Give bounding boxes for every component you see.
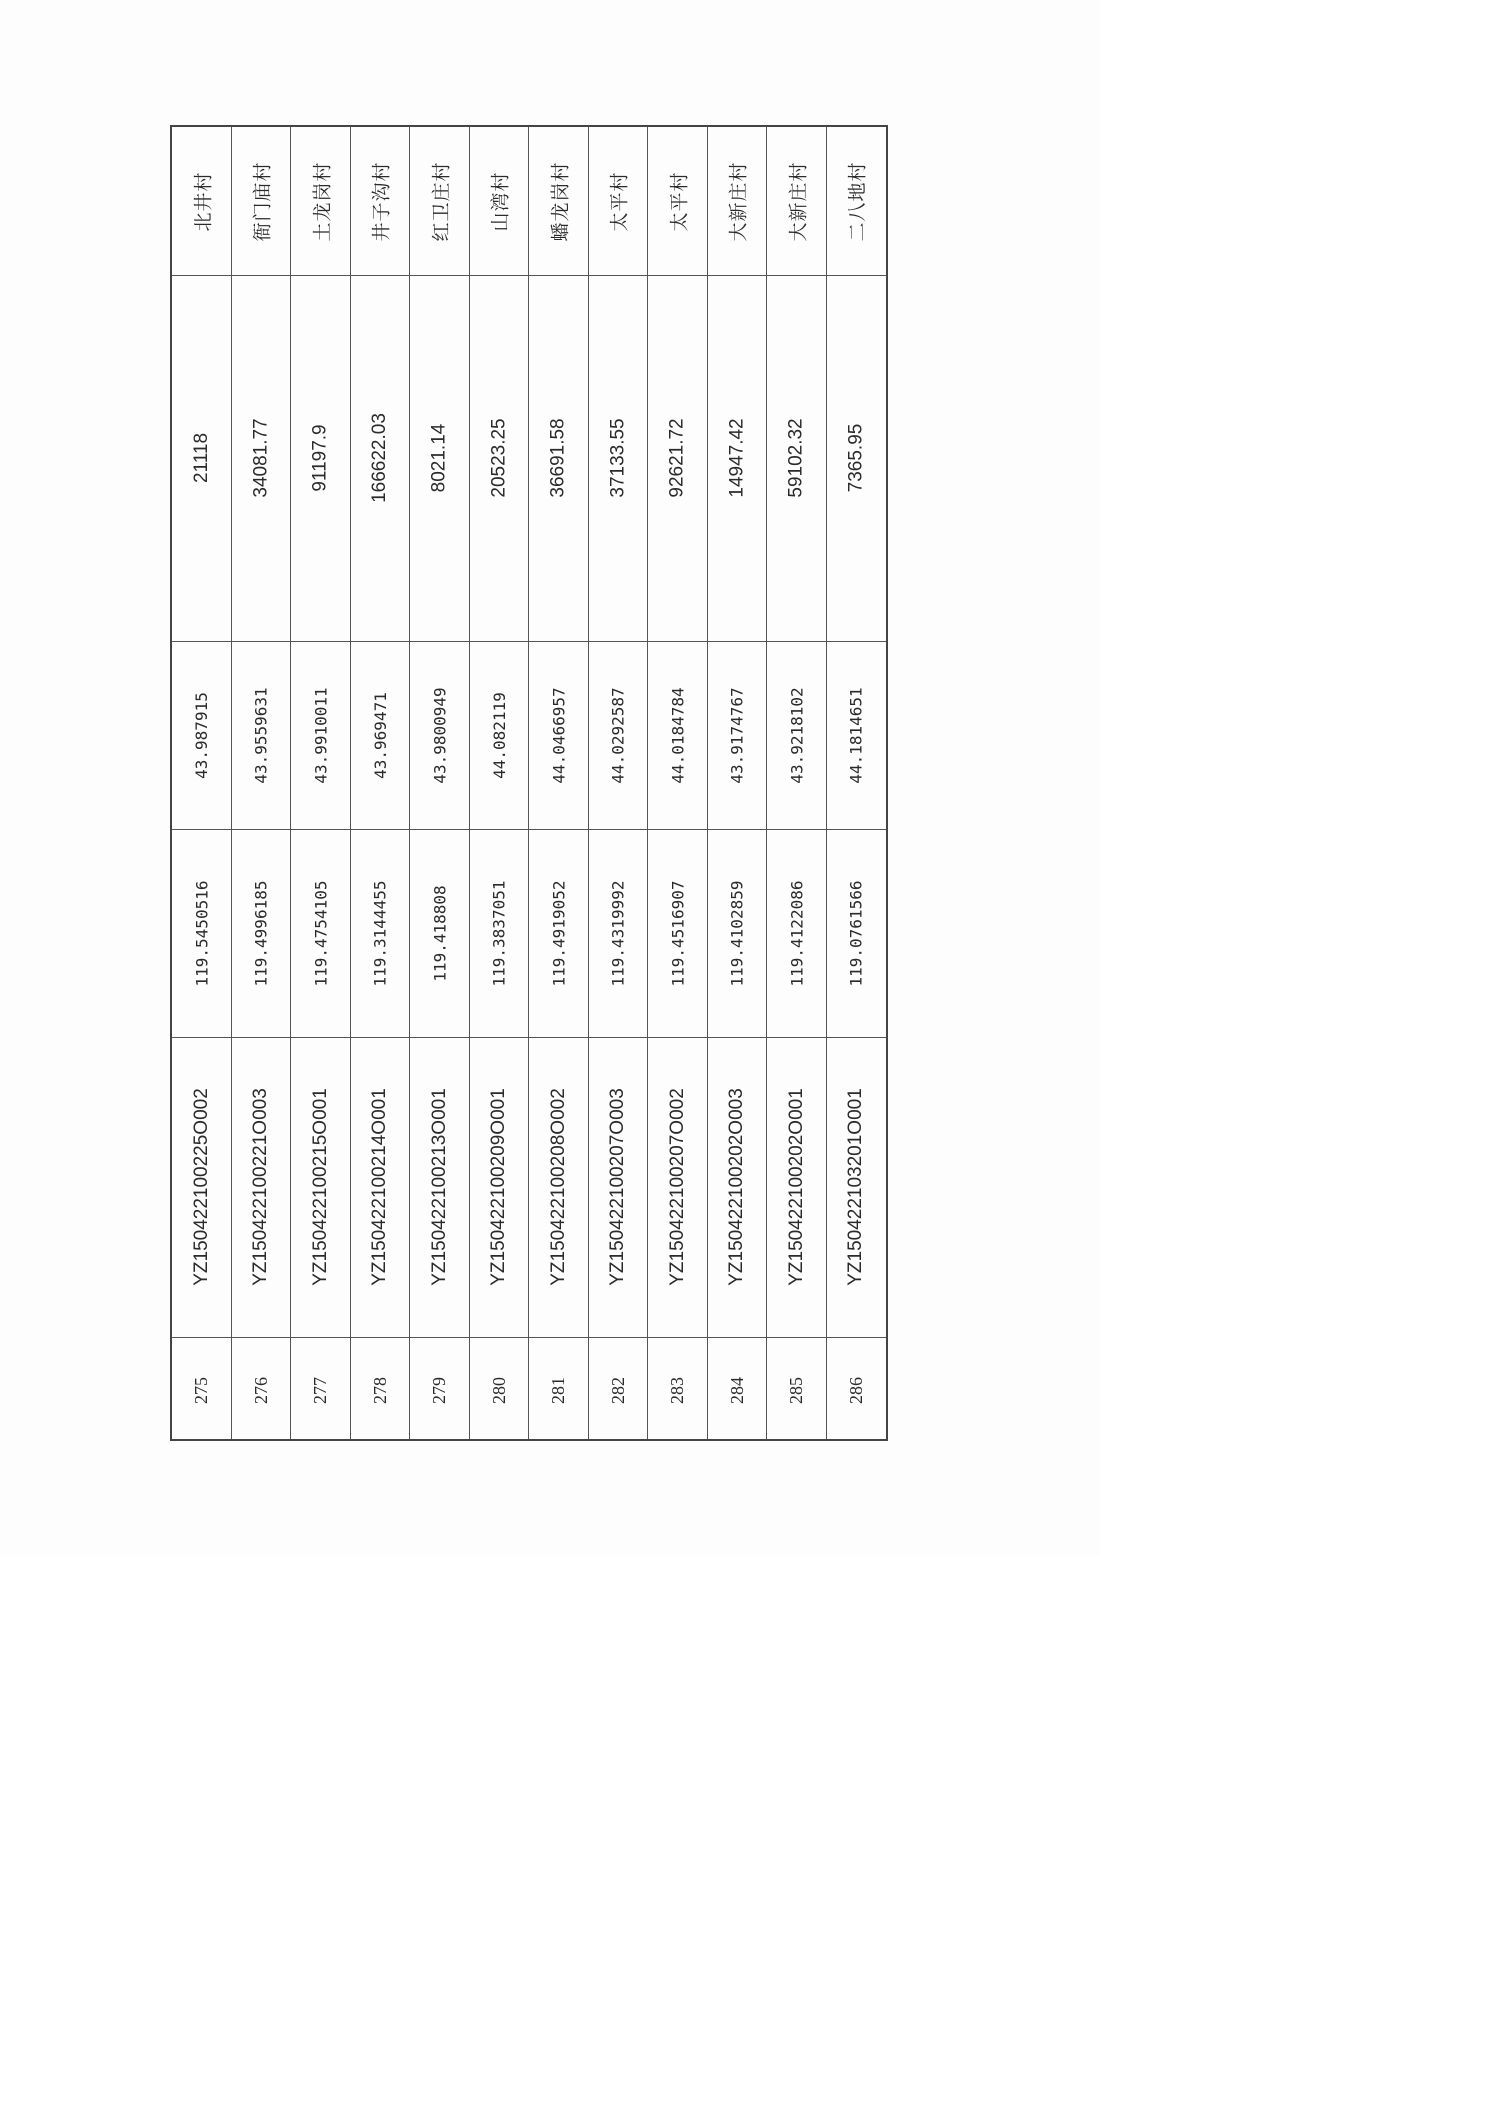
- area-cell-text: 37133.55: [607, 418, 629, 498]
- row-number-cell: [589, 1337, 649, 1443]
- code-cell: [648, 1037, 708, 1337]
- area-cell: [172, 275, 232, 641]
- area-cell: [589, 275, 649, 641]
- village-name-cell-text: 大新庄村: [727, 160, 750, 242]
- latitude-cell: [232, 641, 292, 829]
- code-cell: [470, 1037, 530, 1337]
- row-number-cell-text: 281: [548, 1376, 569, 1404]
- latitude-cell-text: 44.0184784: [668, 686, 688, 784]
- longitude-cell: [291, 829, 351, 1037]
- row-number-cell: [648, 1337, 708, 1443]
- row-number-cell: [410, 1337, 470, 1443]
- row-number-cell: [767, 1337, 827, 1443]
- latitude-cell: [767, 641, 827, 829]
- code-cell-text: YZ150422100213O001: [428, 1088, 450, 1286]
- village-name-cell-text: 衙门庙村: [251, 160, 274, 242]
- code-cell: [172, 1037, 232, 1337]
- code-cell: [291, 1037, 351, 1337]
- table-row: [529, 127, 589, 1439]
- latitude-cell: [410, 641, 470, 829]
- village-name-cell-text: 二八地村: [846, 160, 869, 242]
- code-cell-text: YZ150422100215O001: [309, 1088, 331, 1286]
- village-name-cell: [648, 127, 708, 275]
- village-name-cell-text: 井子沟村: [370, 160, 393, 242]
- village-name-cell: [767, 127, 827, 275]
- area-cell-text: 91197.9: [309, 424, 331, 492]
- longitude-cell: [232, 829, 292, 1037]
- code-cell-text: YZ150422103201O001: [845, 1088, 867, 1286]
- code-cell-text: YZ150422100225O002: [190, 1088, 212, 1286]
- village-name-cell-text: 山湾村: [489, 170, 512, 232]
- code-cell-text: YZ150422100207O002: [666, 1088, 688, 1286]
- code-cell-text: YZ150422100209O001: [488, 1088, 510, 1286]
- row-number-cell-text: 280: [488, 1376, 509, 1404]
- table-row: [470, 127, 530, 1439]
- area-cell-text: 20523.25: [488, 418, 510, 498]
- table-row: [232, 127, 292, 1439]
- longitude-cell-text: 119.4102859: [727, 880, 747, 986]
- latitude-cell-text: 43.987915: [192, 691, 212, 779]
- longitude-cell: [172, 829, 232, 1037]
- village-name-cell: [172, 127, 232, 275]
- code-cell-text: YZ150422100214O001: [369, 1088, 391, 1286]
- village-table: [170, 125, 888, 1441]
- village-name-cell: [291, 127, 351, 275]
- area-cell-text: 34081.77: [250, 418, 272, 498]
- latitude-cell: [589, 641, 649, 829]
- longitude-cell: [470, 829, 530, 1037]
- latitude-cell: [351, 641, 411, 829]
- village-name-cell-text: 土龙岗村: [311, 160, 334, 242]
- longitude-cell-text: 119.0761566: [846, 880, 866, 986]
- area-cell-text: 8021.14: [428, 423, 450, 493]
- longitude-cell: [767, 829, 827, 1037]
- area-cell-text: 21118: [190, 432, 212, 484]
- code-cell: [351, 1037, 411, 1337]
- area-cell-text: 36691.58: [547, 418, 569, 498]
- row-number-cell: [172, 1337, 232, 1443]
- longitude-cell-text: 119.4122086: [787, 880, 807, 986]
- table-row: [708, 127, 768, 1439]
- area-cell-text: 7365.95: [845, 423, 867, 493]
- table-row: [172, 127, 232, 1439]
- area-cell: [410, 275, 470, 641]
- village-name-cell-text: 太平村: [608, 170, 631, 232]
- row-number-cell: [291, 1337, 351, 1443]
- latitude-cell: [708, 641, 768, 829]
- row-number-cell: [351, 1337, 411, 1443]
- table-row: [767, 127, 827, 1439]
- latitude-cell: [291, 641, 351, 829]
- area-cell: [767, 275, 827, 641]
- row-number-cell-text: 286: [845, 1376, 866, 1404]
- latitude-cell: [827, 641, 887, 829]
- latitude-cell-text: 43.969471: [370, 691, 390, 779]
- latitude-cell-text: 44.1814651: [846, 686, 866, 784]
- latitude-cell-text: 44.0466957: [549, 686, 569, 784]
- latitude-cell: [529, 641, 589, 829]
- village-name-cell: [410, 127, 470, 275]
- code-cell: [589, 1037, 649, 1337]
- code-cell-text: YZ150422100202O001: [785, 1088, 807, 1286]
- row-number-cell: [470, 1337, 530, 1443]
- area-cell: [648, 275, 708, 641]
- area-cell: [232, 275, 292, 641]
- village-name-cell: [470, 127, 530, 275]
- row-number-cell-text: 275: [191, 1376, 212, 1404]
- longitude-cell: [410, 829, 470, 1037]
- area-cell-text: 59102.32: [785, 418, 807, 498]
- longitude-cell: [648, 829, 708, 1037]
- longitude-cell-text: 119.4319992: [608, 880, 628, 986]
- longitude-cell: [589, 829, 649, 1037]
- table-row: [410, 127, 470, 1439]
- longitude-cell-text: 119.5450516: [192, 880, 212, 986]
- row-number-cell-text: 283: [667, 1376, 688, 1404]
- village-name-cell: [232, 127, 292, 275]
- area-cell-text: 166622.03: [369, 413, 391, 503]
- latitude-cell-text: 44.082119: [489, 691, 509, 779]
- longitude-cell: [351, 829, 411, 1037]
- area-cell: [827, 275, 887, 641]
- row-number-cell: [827, 1337, 887, 1443]
- village-name-cell-text: 北井村: [192, 170, 215, 232]
- code-cell: [708, 1037, 768, 1337]
- code-cell: [767, 1037, 827, 1337]
- code-cell: [232, 1037, 292, 1337]
- latitude-cell: [648, 641, 708, 829]
- latitude-cell: [172, 641, 232, 829]
- code-cell-text: YZ150422100207O003: [607, 1088, 629, 1286]
- village-name-cell-text: 蟠龙岗村: [549, 160, 572, 242]
- row-number-cell: [232, 1337, 292, 1443]
- area-cell: [291, 275, 351, 641]
- latitude-cell: [470, 641, 530, 829]
- latitude-cell-text: 43.9910011: [311, 686, 331, 784]
- row-number-cell: [529, 1337, 589, 1443]
- table-row: [589, 127, 649, 1439]
- village-name-cell-text: 太平村: [668, 170, 691, 232]
- village-name-cell: [827, 127, 887, 275]
- code-cell: [410, 1037, 470, 1337]
- village-name-cell-text: 红卫庄村: [430, 160, 453, 242]
- row-number-cell-text: 282: [607, 1376, 628, 1404]
- latitude-cell-text: 43.9218102: [787, 686, 807, 784]
- longitude-cell: [708, 829, 768, 1037]
- village-name-cell: [529, 127, 589, 275]
- row-number-cell-text: 278: [369, 1376, 390, 1404]
- row-number-cell-text: 276: [250, 1376, 271, 1404]
- area-cell-text: 14947.42: [726, 418, 748, 498]
- code-cell-text: YZ150422100202O003: [726, 1088, 748, 1286]
- area-cell-text: 92621.72: [666, 418, 688, 498]
- table-row: [648, 127, 708, 1439]
- table-row: [291, 127, 351, 1439]
- village-name-cell: [589, 127, 649, 275]
- longitude-cell-text: 119.3144455: [370, 880, 390, 986]
- code-cell: [827, 1037, 887, 1337]
- latitude-cell-text: 44.0292587: [608, 686, 628, 784]
- row-number-cell-text: 279: [429, 1376, 450, 1404]
- row-number-cell-text: 285: [786, 1376, 807, 1404]
- longitude-cell-text: 119.4516907: [668, 880, 688, 986]
- longitude-cell-text: 119.418808: [430, 884, 450, 982]
- village-name-cell-text: 大新庄村: [787, 160, 810, 242]
- table-row: [351, 127, 411, 1439]
- village-name-cell: [351, 127, 411, 275]
- area-cell: [351, 275, 411, 641]
- latitude-cell-text: 43.9174767: [727, 686, 747, 784]
- table-row: [827, 127, 887, 1439]
- latitude-cell-text: 43.9559631: [251, 686, 271, 784]
- code-cell-text: YZ150422100221O003: [250, 1088, 272, 1286]
- longitude-cell: [827, 829, 887, 1037]
- code-cell: [529, 1037, 589, 1337]
- longitude-cell-text: 119.4919052: [549, 880, 569, 986]
- longitude-cell-text: 119.3837051: [489, 880, 509, 986]
- row-number-cell-text: 277: [310, 1376, 331, 1404]
- latitude-cell-text: 43.9800949: [430, 686, 450, 784]
- longitude-cell: [529, 829, 589, 1037]
- longitude-cell-text: 119.4754105: [311, 880, 331, 986]
- row-number-cell: [708, 1337, 768, 1443]
- row-number-cell-text: 284: [726, 1376, 747, 1404]
- area-cell: [708, 275, 768, 641]
- area-cell: [529, 275, 589, 641]
- longitude-cell-text: 119.4996185: [251, 880, 271, 986]
- village-name-cell: [708, 127, 768, 275]
- code-cell-text: YZ150422100208O002: [547, 1088, 569, 1286]
- area-cell: [470, 275, 530, 641]
